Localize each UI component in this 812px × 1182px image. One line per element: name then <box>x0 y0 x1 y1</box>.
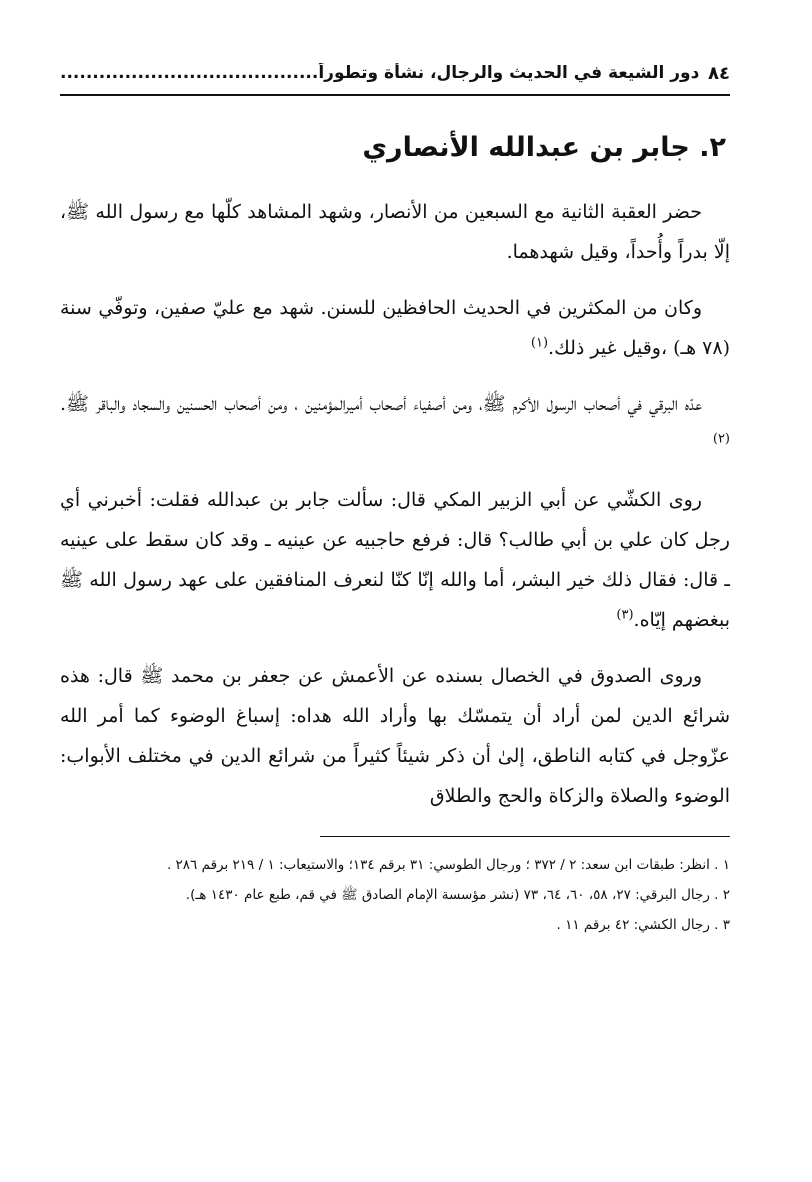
footnote-ref-1[interactable]: (١) <box>530 335 549 351</box>
footnote-ref-3[interactable]: (٣) <box>616 607 634 623</box>
paragraph-text: وكان من المكثرين في الحديث الحافظين للسنن. شهد مع عليّ صفين، وتوفّي سنة (٧٨ هـ) ،وقيل غير ذلك. <box>60 297 730 359</box>
paragraph-5 <box>60 656 730 816</box>
paragraph-1 <box>60 192 730 272</box>
footnote-2: ٢ . رجال البرقي: ٢٧، ٥٨، ٦٠، ٦٤، ٧٣ (نشر مؤسسة الإمام الصادق ﷺ في قم، طبع عام ١٤٣٠ هـ). <box>185 887 730 903</box>
running-header <box>60 56 730 90</box>
paragraph-text: روى الكشّي عن أبي الزبير المكي قال: سألت جابر بن عبدالله فقلت: أخبرني أي رجل كان علي بن أبي طالب؟ قال: فرفع حاجبيه عن عينيه ـ وقد كان سقط على عينيه ـ قال: فقال ذلك خير البشر، أما والله إنّا كنّا لنعرف المنافقين على عهد رسول الله ﷺ ببغضهم إيّاه. <box>60 489 730 631</box>
footnote-ref-2[interactable]: (٢) <box>712 431 730 447</box>
book-page <box>60 56 730 1136</box>
footnotes <box>60 851 730 939</box>
paragraph-2 <box>60 288 730 368</box>
footnote-rule <box>320 836 730 837</box>
paragraph-text: حضر العقبة الثانية مع السبعين من الأنصار، وشهد المشاهد كلّها مع رسول الله ﷺ، إلّا بدراً وأُحداً، وقيل شهدهما. <box>60 201 730 263</box>
running-title <box>60 63 699 83</box>
paragraph-3 <box>60 384 730 464</box>
page-number: ٨٤ <box>708 62 730 84</box>
section-heading: ٢. جابر بن عبدالله الأنصاري <box>362 132 726 163</box>
header-rule <box>60 94 730 96</box>
running-title-text: دور الشيعة في الحديث والرجال، نشأة وتطوراً <box>318 63 700 83</box>
paragraph-text: عدّه البرقي في أصحاب الرسول الأكرم ﷺ، ومن أصفياء أصحاب أميرالمؤمنين ، ومن أصحاب الحسنين والسجاد والباقر ﷺ. <box>60 393 702 415</box>
running-title-leader-dots: ........................................ <box>60 63 319 83</box>
footnote-3: ٣ . رجال الكشي: ٤٢ برقم ١١ . <box>556 917 730 933</box>
body-text <box>60 192 730 816</box>
paragraph-text: وروى الصدوق في الخصال بسنده عن الأعمش عن جعفر بن محمد ﷺ قال: هذه شرائع الدين لمن أراد أن يتمسّك بها وأراد الله هداه: إسباغ الوضوء كما أمر الله عزّوجل في كتابه الناطق، إلىٰ أن ذكر شيئاً كثيراً من شرائع الدين في مختلف الأبواب: الوضوء والصلاة والزكاة والحج والطلاق <box>60 665 730 807</box>
paragraph-4 <box>60 480 730 640</box>
footnote-1: ١ . انظر: طبقات ابن سعد: ٢ / ٣٧٢ ؛ ورجال الطوسي: ٣١ برقم ١٣٤؛ والاستيعاب: ١ / ٢١٩ برقم ٢٨٦ . <box>166 857 730 873</box>
